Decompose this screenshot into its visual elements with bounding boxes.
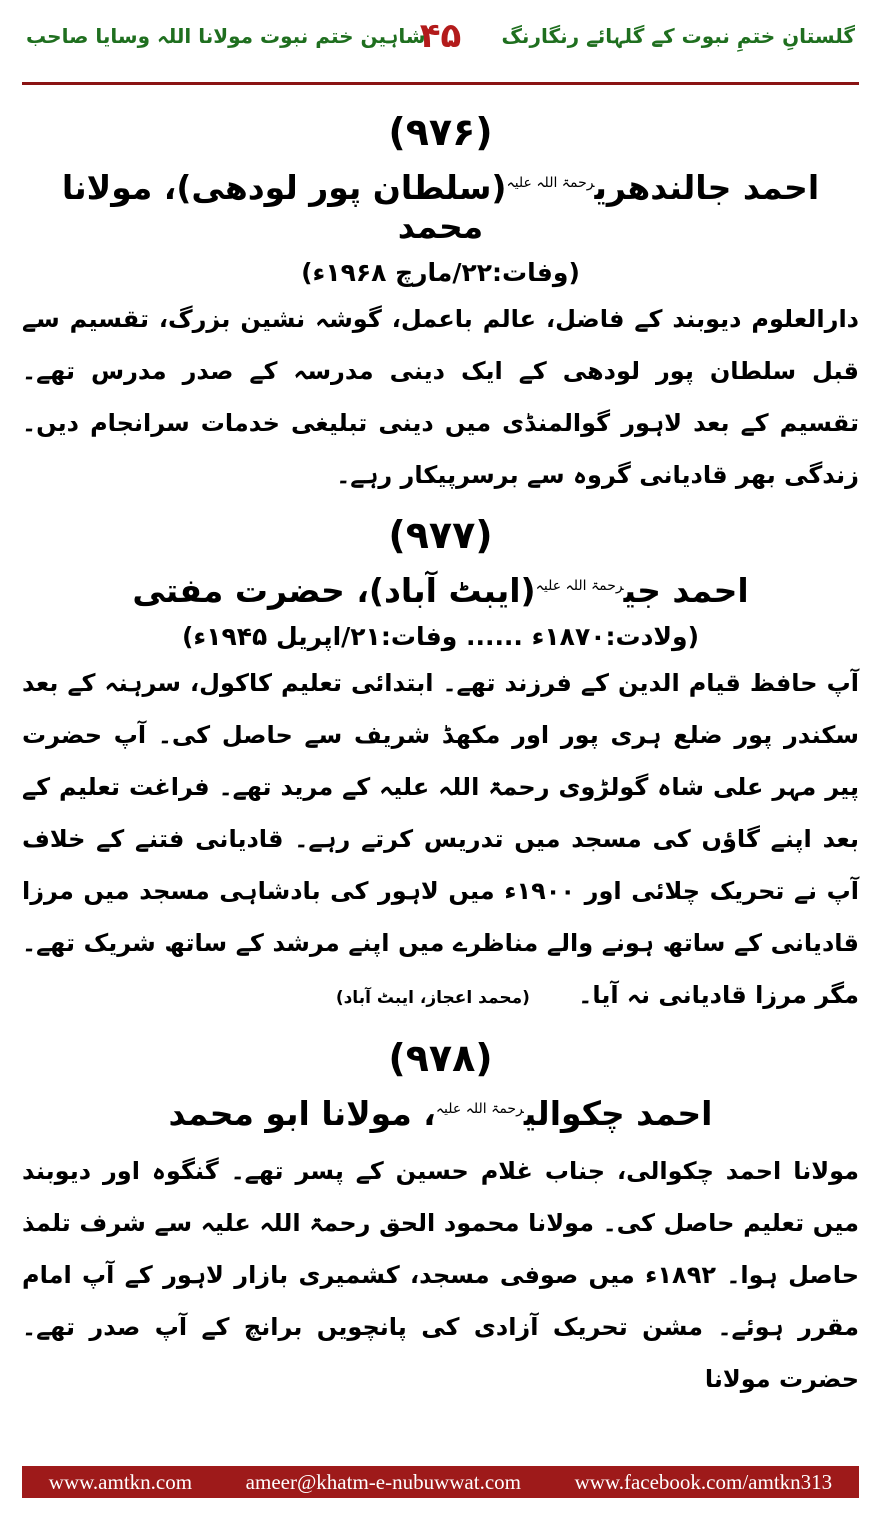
entry-title-rest: ، مولانا ابو محمد [168, 1094, 436, 1133]
entry-title-rest: (سلطان پور لودھی)، مولانا محمد [61, 168, 507, 246]
entry-title-rest: (ایبٹ آباد)، حضرت مفتی [132, 571, 536, 610]
website-link[interactable]: www.amtkn.com [48, 1469, 193, 1494]
facebook-link[interactable]: www.facebook.com/amtkn313 [574, 1469, 833, 1494]
page-content [22, 100, 859, 1431]
page-number: ۴۵ [419, 16, 462, 56]
entry-body [22, 657, 859, 1024]
entry-978 [22, 1036, 859, 1405]
entry-title-main: احمد چکوالی [523, 1094, 713, 1133]
entry-title [22, 168, 859, 246]
entry-title [22, 1094, 859, 1133]
book-title: گلستانِ ختمِ نبوت کے گلہائے رنگارنگ [501, 24, 855, 48]
entry-number: (۹۷۸) [388, 1036, 493, 1080]
email-link[interactable]: ameer@khatm-e-nubuwwat.com [245, 1469, 521, 1494]
entry-body: دارالعلوم دیوبند کے فاضل، عالم باعمل، گوشہ نشین بزرگ، تقسیم سے قبل سلطان پور لودھی کے ایک دینی مدرسہ کے صدر مدرس تھے۔ تقسیم کے بعد لاہور گوالمنڈی میں دینی تبلیغی خدمات سرانجام دیں۔ زندگی بھر قادیانی گروہ سے برسرپیکار رہے۔ [22, 305, 859, 489]
entry-title-main: احمد جی [623, 571, 749, 610]
entry-dates: (ولادت:۱۸۷۰ء ...... وفات:۲۱/اپریل ۱۹۴۵ء) [181, 622, 699, 651]
entry-title [22, 571, 859, 610]
entry-credit: (محمد اعجاز، ایبٹ آباد) [335, 988, 530, 1008]
page-footer [22, 1466, 859, 1498]
entry-dates: (وفات:۲۲/مارچ ۱۹۶۸ء) [301, 258, 580, 287]
entry-body: مولانا احمد چکوالی، جناب غلام حسین کے پسر تھے۔ گنگوہ اور دیوبند میں تعلیم حاصل کی۔ مولانا محمود الحق رحمۃ اللہ علیہ سے شرف تلمذ حاصل ہوا۔ ۱۸۹۲ء میں صوفی مسجد، کشمیری بازار لاہور کے آپ امام مقرر ہوئے۔ مشن تحریک آزادی کی پانچویں برانچ کے آپ صدر تھے۔ حضرت مولانا [22, 1157, 860, 1393]
entry-977 [22, 513, 859, 1024]
entry-number: (۹۷۷) [388, 513, 493, 557]
honorific: رحمۃ اللہ علیہ [435, 1101, 524, 1117]
author-name: شاہین ختم نبوت مولانا اللہ وسایا صاحب [26, 24, 426, 48]
entry-976 [22, 110, 859, 501]
honorific: رحمۃ اللہ علیہ [506, 175, 595, 191]
entry-body-text: آپ حافظ قیام الدین کے فرزند تھے۔ ابتدائی تعلیم کاکول، سرہنہ کے بعد سکندر پور ضلع ہری پور اور مکھڈ شریف سے حاصل کی۔ آپ حضرت پیر مہر علی شاہ گولڑوی رحمۃ اللہ علیہ کے مرید تھے۔ فراغت تعلیم کے بعد اپنے گاؤں کی مسجد میں تدریس کرتے رہے۔ قادیانی فتنے کے خلاف آپ نے تحریک چلائی اور ۱۹۰۰ء میں لاہور کی بادشاہی مسجد میں مرزا قادیانی کے ساتھ ہونے والے مناظرے میں اپنے مرشد کے ساتھ شریک تھے۔ مگر مرزا قادیانی نہ آیا۔ [22, 669, 859, 1009]
entry-number: (۹۷۶) [388, 110, 493, 154]
honorific: رحمۃ اللہ علیہ [535, 578, 624, 594]
entry-title-main: احمد جالندھری [594, 168, 820, 207]
page-header [22, 8, 859, 85]
